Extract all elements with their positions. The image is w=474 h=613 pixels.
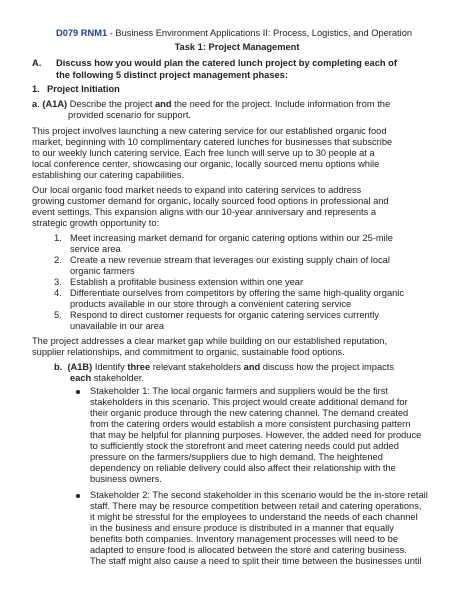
a1a-marker: a <box>32 99 38 109</box>
stakeholder-1-line: dependency on reliable delivery could also affect their relationship with the <box>90 463 396 473</box>
stakeholder-1-line: from the catering orders would establish a more consistent purchasing pattern <box>90 419 411 429</box>
a1a-prompt: a. (A1A) Describe the project and the need for the project. Include information from the <box>32 99 391 109</box>
phase-1-marker: 1. <box>32 84 40 94</box>
a1a-text: the need for the project. Include information from the <box>171 99 391 109</box>
task-title: Task 1: Project Management <box>174 42 300 52</box>
paragraph-line: growing customer demand for organic, locally sourced food options in professional and <box>32 196 389 206</box>
section-a-prompt-line: the following 5 distinct project management phases: <box>56 70 288 80</box>
paragraph-line: This project involves launching a new catering service for our established organic food <box>32 126 387 136</box>
list-number: 1. <box>54 233 62 243</box>
a1b-each: each <box>70 373 92 383</box>
a1b-prompt <box>54 362 394 373</box>
paragraph-line: establishing our catering capabilities. <box>32 170 184 180</box>
course-code: D079 RNM1 <box>56 28 108 38</box>
stakeholder-2-line: Stakeholder 2: The second stakeholder in this scenario would be the in-store retail <box>90 490 428 500</box>
list-number: 4. <box>54 288 62 298</box>
stakeholder-1-line: stakeholders in this scenario. This project would create additional demand for <box>90 397 408 407</box>
stakeholder-2-line: benefits both companies. Inventory management processes will need to be <box>90 534 399 544</box>
list-item-line: service area <box>70 244 121 254</box>
a1b-text: discuss how the project impacts <box>260 362 395 372</box>
a1b-text: stakeholder. <box>91 373 144 383</box>
paragraph-line: local conference center, showcasing our organic, locally sourced menu options while <box>32 159 380 169</box>
a1a-text: Describe the project <box>67 99 155 109</box>
paragraph-line: event settings. This expansion aligns with our 10-year anniversary and represents a <box>32 207 377 217</box>
stakeholder-2-line: in the business and ensure produce is distributed in a manner that equally <box>90 523 394 533</box>
list-item-line: Meet increasing market demand for organic catering options within our 25-mile <box>70 233 393 243</box>
a1a-prompt-line: provided scenario for support. <box>68 110 191 120</box>
paragraph-line: supplier relationships, and commitment to organic, sustainable food options. <box>32 347 345 357</box>
course-header <box>56 28 412 39</box>
paragraph-line: The project addresses a clear market gap while building on our established reputation, <box>32 336 388 346</box>
stakeholder-2-line: staff. There may be resource competition between retail and catering operations, <box>90 501 422 511</box>
stakeholder-1-line: Stakeholder 1: The local organic farmers and suppliers would be the first <box>90 386 389 396</box>
list-item-line: Establish a profitable business extension within one year <box>70 277 304 287</box>
section-a-prompt-line: Discuss how you would plan the catered lunch project by completing each of <box>56 58 397 68</box>
stakeholder-1-line: that may be helpful for planning purposes. However, the added need for produce <box>90 430 422 440</box>
bullet-icon <box>76 390 80 394</box>
paragraph-line: Our local organic food market needs to expand into catering services to address <box>32 185 362 195</box>
a1b-prompt-line <box>70 373 144 384</box>
a1b-and: and <box>243 362 261 372</box>
a1a-code: (A1A) <box>42 99 68 109</box>
list-number: 3. <box>54 277 62 287</box>
a1a-and: and <box>155 99 172 109</box>
a1b-three: three <box>127 362 151 372</box>
stakeholder-1-line: to sufficiently stock the storefront and meet catering needs could put added <box>90 441 399 451</box>
list-item-line: unavailable in our area <box>70 321 165 331</box>
course-title: - Business Environment Applications II: Process, Logistics, and Operation <box>107 28 413 38</box>
list-number: 5. <box>54 310 62 320</box>
paragraph-line: strategic growth opportunity to: <box>32 218 160 228</box>
a1b-code: (A1B) <box>67 362 93 372</box>
a1b-text: Identify <box>92 362 128 372</box>
paragraph-line: market, beginning with 10 complimentary catered lunches for businesses that subscribe <box>32 137 393 147</box>
stakeholder-2-line: The staff might also cause a need to split their time between the businesses until <box>90 556 422 566</box>
section-a-marker: A. <box>32 58 42 68</box>
phase-1-title: Project Initiation <box>47 84 120 94</box>
stakeholder-2-line: it might be stressful for the employees to understand the needs of each channel <box>90 512 418 522</box>
stakeholder-1-line: pressure on the farmers/suppliers due to high demand. The heightened <box>90 452 383 462</box>
list-item-line: Differentiate ourselves from competitors by offering the same high-quality organic <box>70 288 404 298</box>
stakeholder-1-line: business owners. <box>90 474 162 484</box>
stakeholder-2-line: adapted to ensure food is allocated between the store and catering business. <box>90 545 407 555</box>
a1b-text: relevant stakeholders <box>150 362 244 372</box>
stakeholder-1-line: their organic produce through the new catering channel. The demand created <box>90 408 409 418</box>
list-item-line: Create a new revenue stream that leverages our existing supply chain of local <box>70 255 390 265</box>
a1b-marker: b. <box>54 362 63 372</box>
list-item-line: organic farmers <box>70 266 135 276</box>
bullet-icon <box>76 494 80 498</box>
paragraph-line: to our weekly lunch catering service. Each free lunch will serve up to 30 people at a <box>32 148 375 158</box>
list-item-line: Respond to direct customer requests for organic catering services currently <box>70 310 379 320</box>
list-item-line: products available in our store through a convenient catering service <box>70 299 352 309</box>
list-number: 2. <box>54 255 62 265</box>
